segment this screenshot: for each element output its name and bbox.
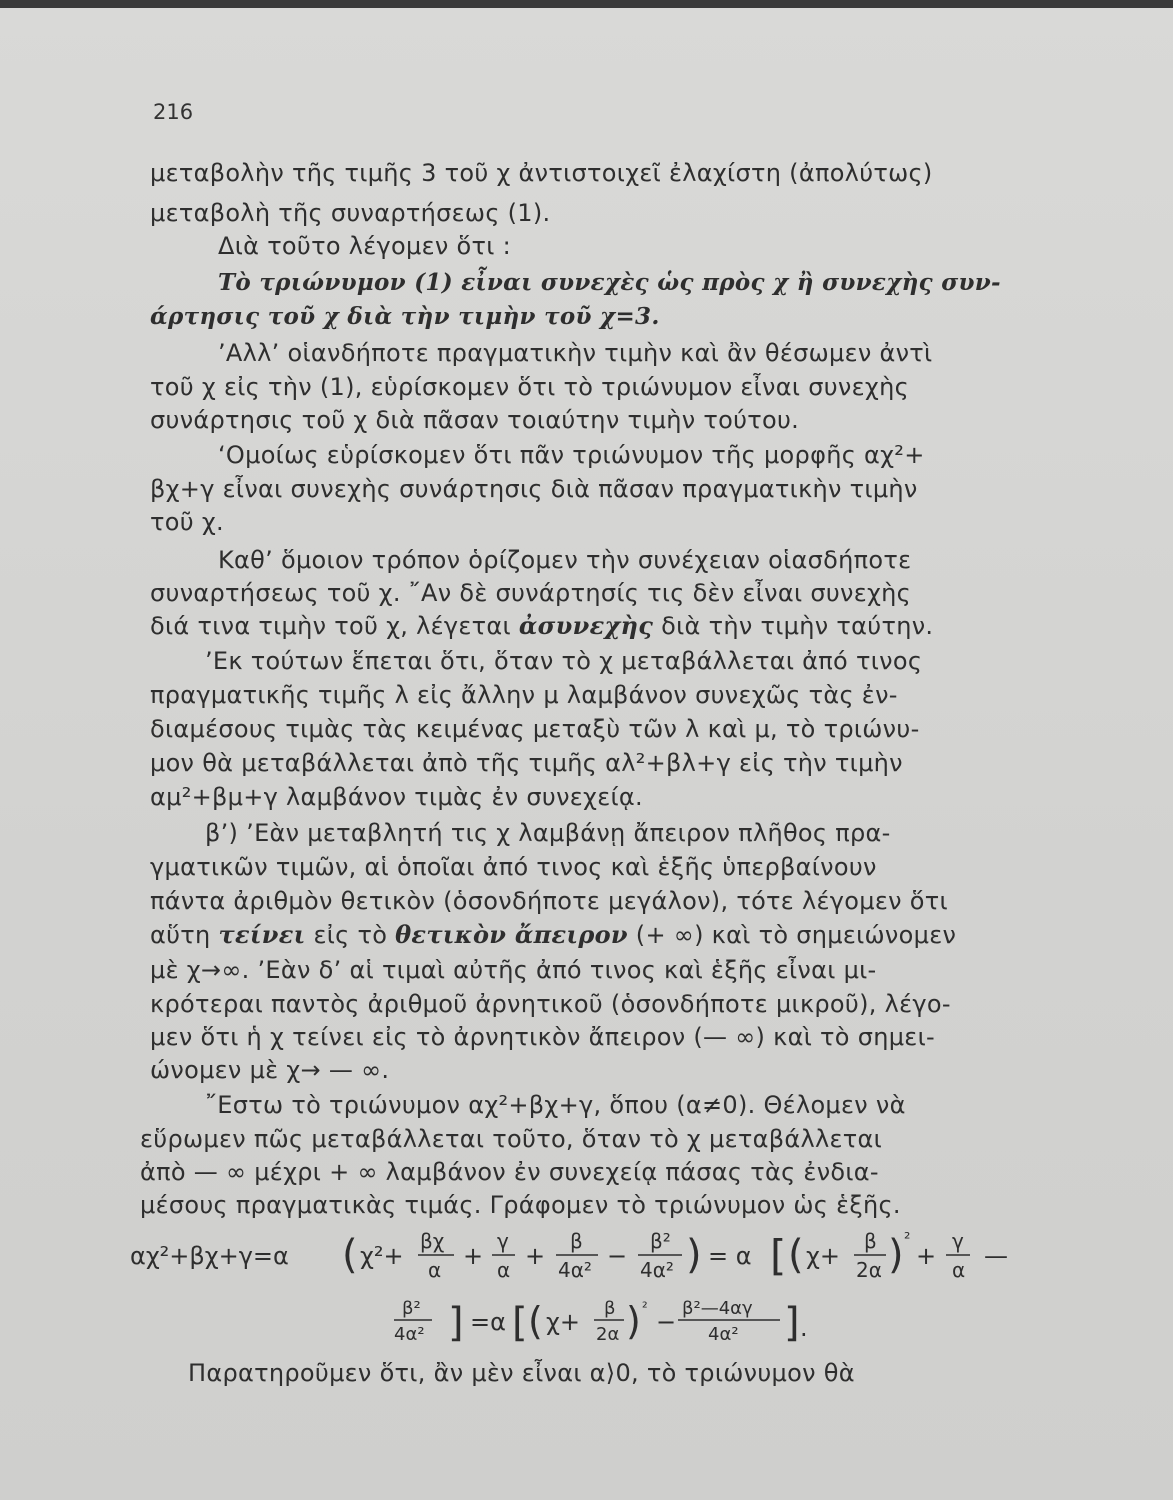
dash-1: —	[984, 1242, 1008, 1270]
frac6-num: γ	[952, 1229, 964, 1253]
term-tends: τείνει	[218, 920, 306, 949]
paren-close-2: )	[888, 1232, 904, 1278]
square-exponent: ²	[904, 1229, 911, 1248]
plus-1: +	[463, 1242, 484, 1270]
text-line-22: πάντα ἀριθμὸν θετικὸν (ὁσονδήποτε μεγάλον), τότε λέγομεν ὅτι	[150, 887, 948, 915]
text-line-8: συνάρτησις τοῦ χ διὰ πᾶσαν τοιαύτην τιμὴν τούτου.	[150, 406, 800, 434]
formula-line-2	[380, 1292, 860, 1352]
text-line-14	[150, 611, 933, 641]
frac3-num: β	[570, 1229, 583, 1253]
frac4-den: 4α²	[640, 1258, 674, 1282]
bracket-open: [	[770, 1231, 787, 1280]
text-line-4-definition: Τὸ τριώνυμον (1) εἶναι συνεχὲς ὡς πρὸς χ ἢ συνεχὴς συν-	[218, 269, 1001, 296]
text-line-24: μὲ χ→∞. ’Εὰν δ’ αἱ τιμαὶ αὐτῆς ἀπό τινος καὶ ἑξῆς εἶναι μι-	[150, 956, 877, 984]
text-line-12: Καθ’ ὅμοιον τρόπον ὁρίζομεν τὴν συνέχειαν οἱασδήποτε	[218, 546, 912, 574]
frac2-den: α	[497, 1258, 511, 1282]
page-number: 216	[153, 100, 194, 124]
text-line-31: μέσους πραγματικὰς τιμάς. Γράφομεν τὸ τριώνυμον ὡς ἑξῆς.	[140, 1191, 901, 1219]
text-line-30: ἀπὸ — ∞ μέχρι + ∞ λαμβάνον ἐν συνεχείᾳ πάσας τὰς ἐνδια-	[140, 1158, 879, 1186]
frac5-den: 2α	[856, 1258, 882, 1282]
l2-end: .	[800, 1314, 808, 1342]
text-line-15: ’Εκ τούτων ἕπεται ὅτι, ὅταν τὸ χ μεταβάλλεται ἀπό τινος	[205, 647, 923, 675]
text-line-29: εὕρωμεν πῶς μεταβάλλεται τοῦτο, ὅταν τὸ χ μεταβάλλεται	[140, 1125, 883, 1153]
l2-bracket-close-1: ]	[448, 1300, 464, 1346]
l2-frac2-num: β	[604, 1298, 616, 1319]
text-line-26: μεν ὅτι ἡ χ τείνει εἰς τὸ ἀρνητικὸν ἄπειρον (— ∞) καὶ τὸ σημει-	[150, 1023, 935, 1051]
text-line-23	[150, 920, 956, 950]
text-line-23-post: (+ ∞) καὶ τὸ σημειώνομεν	[627, 921, 957, 949]
l2-paren-close: )	[626, 1299, 641, 1343]
text-line-2: μεταβολὴ τῆς συναρτήσεως (1).	[150, 199, 551, 227]
frac3-den: 4α²	[558, 1258, 592, 1282]
paren-open: (	[342, 1232, 358, 1278]
l2-frac3-num: β²—4αγ	[682, 1298, 753, 1319]
text-line-7: τοῦ χ εἰς τὴν (1), εὑρίσκομεν ὅτι τὸ τριώνυμον εἶναι συνεχὴς	[150, 373, 909, 401]
x-plus: χ+	[806, 1242, 840, 1270]
l2-frac2-den: 2α	[596, 1324, 620, 1345]
eq-alpha: = α	[708, 1242, 752, 1270]
text-line-16: πραγματικῆς τιμῆς λ εἰς ἄλλην μ λαμβάνον συνεχῶς τὰς ἐν-	[150, 681, 898, 709]
l2-frac1-num: β²	[402, 1298, 421, 1319]
l2-paren-open: (	[528, 1299, 543, 1343]
paren-close: )	[686, 1232, 702, 1278]
text-line-27: ώνομεν μὲ χ→ — ∞.	[150, 1056, 390, 1084]
minus-1: −	[607, 1242, 628, 1270]
formula-line-1	[120, 1222, 1040, 1292]
l2-eq: =α	[470, 1308, 506, 1336]
text-line-17: διαμέσους τιμὰς τὰς κειμένας μεταξὺ τῶν λ καὶ μ, τὸ τριώνυ-	[150, 715, 920, 743]
page-top-edge	[0, 0, 1173, 8]
text-line-13: συναρτήσεως τοῦ χ. ῎Αν δὲ συνάρτησίς τις δὲν εἶναι συνεχὴς	[150, 579, 912, 607]
text-line-23-mid: εἰς τὸ	[305, 921, 396, 949]
plus-3: +	[916, 1242, 937, 1270]
text-line-23-pre: αὕτη	[150, 921, 219, 949]
l2-square-exponent: ²	[642, 1300, 648, 1316]
term-discontinuous: ἀσυνεχὴς	[518, 611, 654, 640]
text-line-25: κρότεραι παντὸς ἀριθμοῦ ἀρνητικοῦ (ὁσονδήποτε μικροῦ), λέγο-	[150, 990, 951, 1018]
text-line-18: μον θὰ μεταβάλλεται ἀπὸ τῆς τιμῆς αλ²+βλ+γ εἰς τὴν τιμὴν	[150, 749, 903, 777]
text-line-11: τοῦ χ.	[150, 508, 224, 536]
l2-x-plus: χ+	[546, 1308, 580, 1336]
plus-2: +	[525, 1242, 546, 1270]
l2-bracket-open: [	[512, 1300, 528, 1346]
text-line-1: μεταβολὴν τῆς τιμῆς 3 τοῦ χ ἀντιστοιχεῖ ἐλαχίστη (ἀπολύτως)	[150, 159, 933, 187]
text-line-9: ‘Ομοίως εὑρίσκομεν ὅτι πᾶν τριώνυμον τῆς μορφῆς αχ²+	[218, 441, 925, 469]
l2-frac3-den: 4α²	[708, 1324, 739, 1345]
frac2-num: γ	[497, 1229, 509, 1253]
formula-lhs: αχ²+βχ+γ=α	[130, 1242, 289, 1270]
frac6-den: α	[952, 1258, 966, 1282]
text-line-3: Διὰ τοῦτο λέγομεν ὅτι :	[218, 232, 511, 260]
text-line-14-pre: διά τινα τιμὴν τοῦ χ, λέγεται	[150, 612, 519, 640]
text-line-20: β’) ’Εὰν μεταβλητή τις χ λαμβάνῃ ἄπειρον πλῆθος πρα-	[205, 819, 891, 847]
frac4-num: β²	[650, 1229, 671, 1253]
l2-minus: −	[656, 1308, 677, 1336]
l2-frac1-den: 4α²	[394, 1324, 425, 1345]
formula-x2: χ²+	[360, 1242, 404, 1270]
text-line-5-definition: άρτησις τοῦ χ διὰ τὴν τιμὴν τοῦ χ=3.	[150, 303, 660, 330]
text-line-32: Παρατηροῦμεν ὅτι, ἂν μὲν εἶναι α⟩0, τὸ τριώνυμον θὰ	[188, 1359, 855, 1387]
text-line-19: αμ²+βμ+γ λαμβάνον τιμὰς ἐν συνεχείᾳ.	[150, 783, 643, 811]
paren-open-2: (	[788, 1232, 804, 1278]
text-line-28: ῎Εστω τὸ τριώνυμον αχ²+βχ+γ, ὅπου (α≠0). Θέλομεν νὰ	[205, 1091, 906, 1119]
frac1-num: βχ	[420, 1229, 445, 1253]
text-line-14-post: διὰ τὴν τιμὴν ταύτην.	[653, 612, 934, 640]
term-positive-infinity: θετικὸν ἄπειρον	[395, 920, 628, 949]
text-line-21: γματικῶν τιμῶν, αἱ ὁποῖαι ἀπό τινος καὶ ἑξῆς ὑπερβαίνουν	[150, 853, 877, 881]
text-line-10: βχ+γ εἶναι συνεχὴς συνάρτησις διὰ πᾶσαν πραγματικὴν τιμὴν	[150, 475, 918, 503]
l2-bracket-close-2: ]	[784, 1300, 800, 1346]
text-line-6: ’Αλλ’ οἱανδήποτε πραγματικὴν τιμὴν καὶ ἂν θέσωμεν ἀντὶ	[218, 339, 933, 367]
frac5-num: β	[864, 1229, 877, 1253]
frac1-den: α	[428, 1258, 442, 1282]
